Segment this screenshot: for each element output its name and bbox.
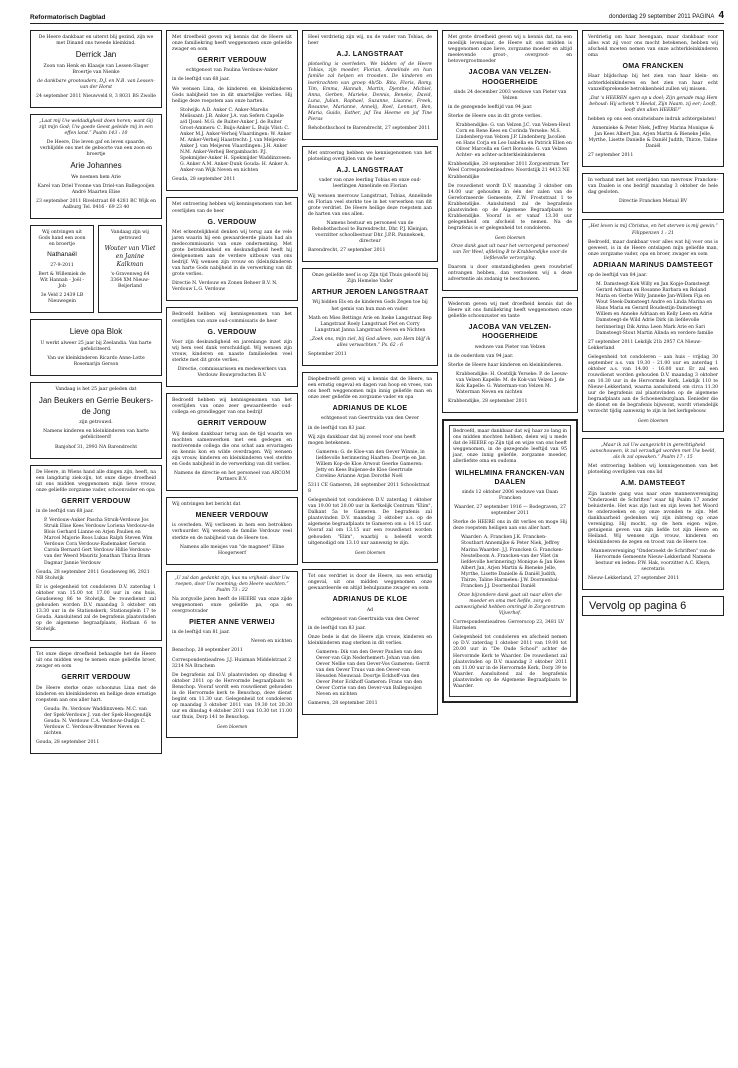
ad-name: A.J. LANGSTRAAT: [336, 167, 404, 175]
ad-family-langstraat: Onze geliefde neef is op Zijn tijd Thuis geloofd bij Zijn Hemelse Vader ARTHUR JEROEN LANGSTRAAT Wij bidden Els en de kinderen Gods Zegen toe bij het gemis van hun man en vader. Math en Mies Bettings Arie en Ineke Langstraat Bep Langstraat Roely Langstraat Piet en Corry Langstraat Janna Langstraat Neven en Nichten „Zoek ons, mijn ziel, bij God alleen, van Hem blijf ik alles verwachten.” Ps. 62 : 6 September 2011: [302, 268, 438, 366]
ad-name: GERRIT VERDOUW: [61, 674, 131, 682]
ad-name: Wouter van Vliet en Janine Kalkman: [104, 245, 156, 269]
ad-school-langstraat: Heel verdrietig zijn wij, nu de vader van Tobias, de heer A.J. LANGSTRAAT plotseling is overleden. We bidden of de Heere Tobias, zijn moeder, Florian, Annelinde en hun familie zal helpen en troosten. De kinderen en leerkrachten van groep 4b/5b. Rita, Floris, Romy, Tim, Emma, Hannah, Martin, Djenthe, Michiel, Anna, Gerben, Marieke, Dennis, Beneke, David, Luna, Julian, Raphael, Suzanne, Lisanne, Freek, Rosanne, Marianne, Annelij, Roel, Lennart, Ben, Maria, Guido, Esther, juf Tea Heeme en juf Tine Pieras Rehobothschool te Barendrecht, 27 september 2011: [302, 30, 438, 140]
ad-obit-verweij: „U zal dan gedankt zijn, kus nu vrijheid: door Uw roepen, door Uw noeming; den Heere wachten.” Psalm 73 : 22 Na zorgvolle jaren heeft de HEERE van onze zijde weggenomen onze geliefde pa, opa en overgrootvader PIETER ANNE VERWEIJ in de leeftijd van 81 jaar. Neven en nichten Benschop, 28 september 2011 Correspondentieadres: J.J. Huisman Middelstraat 2 3214 NA Brachem De begrafenis zal D.V. plaatsvinden op dinsdag 4 oktober 2011 op de Hervormde begraafplaats te Benschop. Vooraf wordt een rouwdienst gehouden in de Hervormde kerk te Benschop, deze dienst begint om 11.30 uur. Gelegenheid tot condoleren op maandag 3 oktober 2011 van 19.30 tot 20.30 uur en dinsdag 4 oktober 2011 van 10.30 tot 11.00 uur thuis, Dorp 141 te Benschop. Geen bloemen: [166, 571, 298, 738]
ad-name: Arie Johannes: [70, 161, 122, 171]
ad-inner-frame: Bedroefd, maar dankbaar dat wij haar zo lang in ons midden mochten hebben, delen wij u mede dat de HEERE op Zijn tijd en wijze van ons heeft weggenomen, in de gezegende leeftijd van 95 jaar, onze innig geliefde, zorgzame moeder, allerliefste oma en oudoma WILHELMINA FRANCKEN-VAN DAALEN sinds 12 oktober 2006 weduwe van Daan Francken Waarder, 27 september 1916 — Bodegraven, 27 september 2011 Sterke de HEERE ons in dit verlies en moge Hij deze roepstem heiligen aan ons aller hart. Waarder: A. Francken J.K. Francken-Stoutbart Annemijke & Peter Niek, Jeffrey Marina Waarder: J.J. Francken G. Francken-Neutelboom A. Francken-van der Vliet (in liefdevolle herinnering) Monique & Jan Kees Albert Jan, Arjen Martin & Bieneke Jelle, Myrthe, Lisette Danielle & Daniël Judith, Thirze, Taline Harmelen: J.W. Doornenbal-Francken J.J. Doornenbal Daniël Onze bijzondere dank gaat uit naar allen die moeder en oma met liefde, zorg en aanwezigheid hebben omringd in Zorgcentrum Vijverhof. Correspondentieadres: Gerverscop 23, 3481 LV Harmelen Gelegenheid tot condoleren en afscheid nemen op D.V. zaterdag 1 oktober 2011 van 19.00 tot 20.00 uur in "De Oude School" achter de Hervormde Kerk te Waarder. De rouwdienst zal plaatsvinden op D.V. maandag 3 oktober 2011 om 11.00 uur in de Hervormde Kerk, Dorp 39 te Waarder. Aansluitend zal de begrafenis plaatsvinden op de Algemene Begraafplaats te Waarder.: [449, 425, 571, 697]
ad-jubilee-beukers: Vandaag is het 25 jaar geleden dat Jan Beukers en Gerrie Beukers-de Jong zijn getrouwd. Namens kinderen en kleinkinderen van harte gefeliciteerd! Banjohof 31, 2993 NA Barendrecht: [30, 382, 162, 458]
ad-vereniging-damsteegt: „Maar ik zal Uw aangezicht in gerechtigheid aanschouwen, ik zal verzadigd worden met Uw beeld, als ik zal opwaken.” Psalm 17 : 15 Met ontroering hebben wij kennisgenomen van het plotseling overlijden van ons lid A.M. DAMSTEEGT Zijn laatste gang was naar onze mannenvereniging "Onderzoekt de Schriften" waar hij Psalm 17 zonder beluisterde. Het was zijn lust en zijn leven het Woord te onderzoeken en op onze avonden te zijn. Met dankbaarheid gedenken wij zijn inbreng op onze vereniging. Hij mocht, op de hem eigen wijze, getuigenis geven van zijn liefde tot zijn Heere en Heiland. Wij wensen zijn vrouw, kinderen en kleinkinderen de zegen en troost van de Heere toe. Mannenvereniging "Onderzoekt de Schriften" van de Hervormde Gemeente Nieuw-Lekkerland Namens bestuur en leden: P.W. Hak, voorzitter A.C. Kleyn, secretaris Nieuw-Lekkerland, 27 september 2011: [582, 438, 724, 590]
ad-obit-verdouw-anker: Met droefheid geven wij kennis dat de Heere uit onze familiekring heeft weggenomen onze geliefde zwager en oom GERRIT VERDOUW echtgenoot van Paulina Verdouw-Anker in de leeftijd van 68 jaar. We wensen Lina, de kinderen en kleinkinderen Gods nabijheid toe in dit smartelijke verlies. Hij heilige deze roepstem aan onze harten. Stolwijk: A.D. Anker C. Anker-Marelis Melissant: J.B. Anker J.A. van Sefern Capelle a/d IJssel: M.G. de Ruiter-Anker J. de Ruiter Groot-Ammers: C. Buijs-Anker L. Buijs Vlist: C. Anker M.J. Anker-Verheij Vlaardingen: W. Anker M. Anker-Verheij Haastrecht: J. van Meijeren-Anker J. van Meijeren Vlaardingen: J.H. Anker N.M. Anker-Verheij Bergambacht: P.J. Spekmijder-Anker H. Spekmijder Waddinxveen: G. Anker A.M. Anker-Dunk Gouda: H. Anker A. Anker-van Wijk Neven en nichten Gouda, 28 september 2011: [166, 30, 298, 191]
masthead: [30, 6, 724, 24]
ad-name: G. VERDOUW: [207, 328, 257, 336]
ad-name: ADRIANUS DE KLOE: [332, 405, 408, 413]
ad-obit-de-kloe-family: Tot ons verdriet is door de Heere, na een ernstig ongeval, uit ons midden weggenomen onze gewaardeerde en altijd behulpzame zwager en oom ADRIANUS DE KLOE Ad echtgenoot van Geertruida van den Oever in de leeftijd van 83 jaar. Onze bede is dat de Heere zijn vrouw, kinderen en kleinkinderen mag sterken in dit verlies. Gameren: Dik van den Oever Paulien van den Oever-van Gijn Nederhemert: Johan van den Oever Nellie van den Oever-Vos Gameren: Gerrit van den Oever Truus van den Oever-van Heusden Nieuwaal: Doortje Eckhoff-van den Oever Peter Eckhoff Gameren: Frans van den Oever Corrie van den Oever-van Ballegooijen Neven en nichten Gameren, 28 september 2011: [302, 569, 438, 715]
ad-row-split: [30, 225, 162, 313]
ad-obit-damsteegt: „Het leven is mij Christus, en het sterven is mij gewin.” Filippenzen 1 : 21 Bedroefd, maar dankbaar voor alles wat hij voor ons is geweest, is in de Heere ontslapen mijn geliefde man, onze zorgzame vader, opa en broer, zwager en oom ADRIAAN MARINUS DAMSTEEGT op de leeftijd van 84 jaar. M. Damsteegt-Kok Willy en Jan Kopje-Damsteegt Gerard Adriaan en Rosanne Barbara en Roland Maria en Gerbe Willy Janneke Jan-Willem Fija en Wout Steek-Damsteegt Andre en Linda Marina en Hans Maria en Gerard Boudestijn-Damsteegt Willem en Anneke Adriaan en Kelly Leen en Adrie Damsteegt-de Wild Adrie Dirk (in liefdevolle herinnering) Dik Arina Leen Mark Arie en Sari Damsteegt-Stout Martin Alinda en verdere familie 27 september 2011 Lekdijk 21b 2957 CA Nieuw-Lekkerland Gelegenheid tot condoleren - aan huis - vrijdag 30 september a.s. van 19.30 - 21.00 uur en zaterdag 1 oktober a.s. van 14.00 - 16.00 uur. Er zal een rouwdienst worden gehouden D.V. maandag 3 oktober om 10.30 uur in de Hervormde Kerk, Lekdijk 110 te Nieuw-Lekkerland, waarna aansluitend om circa 11.30 uur de begrafenis zal plaatsvinden op de algemene begraafplaats aan de Schoenenburglaan. Eenieder die de dienst en de begrafenis bijwoont, wordt vriendelijk verzocht tijdig aanwezig te zijn in het kerkgebouw. Geen bloemen: [582, 219, 724, 431]
ad-name: A.M. DAMSTEEGT: [620, 480, 686, 488]
ad-name: GERRIT VERDOUW: [197, 57, 267, 65]
ad-francken-metaal: In verband met het overlijden van mevrouw Francken-van Daalen is ons bedrijf maandag 3 oktober de hele dag gesloten. Directie Francken Metaal BV: [582, 173, 724, 213]
ad-opa-blok: Lieve opa Blok U werkt alweer 25 jaar bij Zeelandia. Van harte gefeliciteerd. Van uw kleinkinderen Ricardo Anne-Lotte Rosemarijn Gerson: [30, 319, 162, 376]
ad-name: JACOBA VAN VELZEN-HOOGERHEIDE: [468, 69, 552, 86]
column-5: [582, 30, 724, 616]
ad-oma-francken: Verdrietig om haar heengaan, maar dankbaar voor alles wat zij voor ons mocht betekenen, hebben wij afscheid moeten nemen van onze achterkleinkinderen oma OMA FRANCKEN Haar blijdschap bij het zien van haar klein- en achterkleinkinderen en het zien van haar echt vanzelfsprekende betrokkenheid zullen wij missen. „Dat 's HEEREN ogen op u doel; Zijn genade mag Hem behoud: Hij schenk 't Heelal, Zijn Naam, zij eer; Looft, looft den allen HEERE!” hebben op ons een onuitwisbare indruk achtergelaten! Annemieke & Peter Niek, Jeffrey Marina Monique & Jan Kees Albert Jan, Arjen Martin & Bieneke Jelle, Myrthe, Lisette Danielle & Daniël Judith, Thirze, Taline Daniël 27 september 2011: [582, 30, 724, 167]
ad-name: ADRIANUS DE KLOE: [332, 596, 408, 604]
paper-name: Reformatorisch Dagblad: [30, 14, 106, 21]
ad-name: ARTHUR JEROEN LANGSTRAAT: [311, 289, 429, 297]
page-number: 4: [718, 10, 724, 21]
column-3: [302, 30, 438, 721]
ad-birth-nathanael: Wij ontvingen uit Gods hand een zoon en broertje Nathanaël 27-9-2011 Bert & Willemiek de Wit Hannah - Joël - Job 3e Veld 2 2439 LB Nieuwegein: [30, 225, 94, 313]
ad-company-arcom: Bedroefd hebben wij kennisgenomen van het overlijden van onze zeer gewaardeerde oud-collega en grondlegger van ons bedrijf GERRIT VERDOUW Wij denken dankbaar terug aan de tijd waarin we mochten samenwerken met een gedegen en motiverende collega die ons schat aan ervaringen en kennis kon en wilde overdragen. Wij wensen zijn vrouw, kinderen en kleinkinderen veel sterkte en Gods nabijheid in de verwerking van dit verlies. Namens de directie en het personeel van ARCOM Partners B.V.: [166, 393, 298, 491]
masthead-date: donderdag 29 september 2011 PAGINA 4: [608, 10, 724, 21]
ad-birth-derrick: De Heere dankbaar en uiterst blij gezind, zijn we met Dinand ons tweede kleinkind. Derrick Jan Zoon van Henk en Klaasje van Lessen-Slager Broertje van Nienke de dankbare grootouders, D.J. en N.B. van Lessen-van der Horst 24 september 2011 Nieuwveld 8, 3 8031 BS Zwolle: [30, 30, 162, 108]
ad-obit-verdouw-brother: Tot onze diepe droefheid behaagde het de Heere uit ons midden weg te nemen onze geliefde broer, zwager en oom GERRIT VERDOUW De Heere sterke onze schoonzus Lina met de kinderen en kleinkinderen en hellige deze ernstige roepstem aan ons aller hart. Gouda: Ps. Verdouw Waddinxveen: M.C. van der Spek-Verdouw J. van der Spek-Hoogendijk Gouda: N. Verdouw C.A. Verdouw-Oudijn C. Verdouw C. Verdouw-Bremmer Neven en nichten Gouda, 28 september 2011: [30, 647, 162, 754]
ad-name: Jan Beukers en Gerrie Beukers-de Jong: [38, 396, 154, 416]
ad-name: Nathanaël: [47, 251, 77, 259]
column-2: [166, 30, 298, 744]
ad-obit-verdouw-family: De Heere, in Wiens hand alle dingen zijn, heeft, na een langdurig ziek-zijn, tot onze diepe droefheid uit ons midden weggenomen mijn lieve vrouw, onze geliefde zorgzame vader, schoonvader en opa GERRIT VERDOUW in de leeftijd van 68 jaar. P. Verdouw-Anker Pascha Struik-Verdouw Jos Struik Elise Kees Verdouw Loriena Verdouw-de Blois Gerhard Lianne en Arjen Paulien en Marcel Majorie Roos Lukas Ralph Steven Wim Verdouw Cora Verdouw-Rademaker Gerwin Carola Bernard Gert Verdouw Hillie Verdouw-van der Weerd Mauritz Jonathan Thirza Bram Dagmar Jannie Verdouw Gouda, 28 september 2011 Goudseweg 86, 2921 NB Stolwijk Er is gelegenheid tot condoleren D.V. zaterdag 1 oktober van 15.00 tot 17.00 uur in ons huis, Goudseweg 86 te Stolwijk. De rouwdienst zal gehouden worden D.V. maandag 3 oktober om 13.30 uur in de Stationskerk, Stationsplein 17 te Gouda. Aansluitend zal de begrafenis plaatsvinden op de algemene begraafplaats, Hoflaan 6 te Stolwijk.: [30, 465, 162, 642]
ad-name: OMA FRANCKEN: [622, 63, 684, 71]
ad-name: WILHELMINA FRANCKEN-VAN DAALEN: [455, 469, 565, 486]
ad-company-bouwproducten: Bedroefd hebben wij kennisgenomen van het overlijden van onze oud-commissaris de heer G. VERDOUW Voor zijn deskundigheid en jarenlange inzet zijn wij hem veel dank verschuldigd. Wij wensen zijn vrouw, kinderen en naaste familieleden veel sterkte met dit grote verlies. Directie, commissarissen en medewerkers van Verdouw Bouwproducten B.V.: [166, 307, 298, 387]
ad-name: G. VERDOUW: [207, 218, 257, 226]
ad-obit-de-kloe: Diepbedroefd geven wij u kennis dat de Heere, na een ernstig ongeval en dagen van hoop en vrees, van ons heeft weggenomen mijn innig geliefde man en onze zeer geliefde en zorgzame vader en opa ADRIANUS DE KLOE echtgenoot van Geertruida van den Oever in de leeftijd van 83 jaar. Wij zijn dankbaar dat hij zoveel voor ons heeft mogen betekenen. Gameren: G. de Kloe-van den Oever Winnie, in liefdevolle herinnering Haaften: Doortje en Jan Willem Kop-de Kloe Arwout Geerke Gameren: Jetty en Kees Buijense-de Kloe Geertrude Coreline Arianne Arjan Dorothé Noël 5311 CE Gameren, 28 september 2011 Schoolstraat 8 Gelegenheid tot condoleren D.V. zaterdag 1 oktober van 19.00 tot 20.00 uur in Kerkelijk Centrum "Elim", Dalkant 5a te Gameren. De begrafenis zal plaatsvinden D.V. maandag 3 oktober a.s. op de algemene begraafplaats te Gameren om ± 14.15 uur. Vooraf zal om 13.15 uur een rouwdienst worden gehouden "Elim", waarbij u beleefd wordt uitgenodigd om 13.10 uur aanwezig te zijn. Geen bloemen: [302, 372, 438, 563]
ad-name: JACOBA VAN VELZEN-HOOGERHEIDE: [468, 324, 552, 341]
ad-magneet: Wij ontvingen het bericht dat MENEER VERDOUW is overleden. Wij verliezen in hem een betrokken verhuurder. Wij wensen de familie Verdouw veel sterkte en de nabijheid van de Heere toe. Namens alle meisjes van "de magneet" Eline Hoogerwerf: [166, 497, 298, 565]
ad-name: A.J. LANGSTRAAT: [336, 51, 404, 59]
ad-school-board-langstraat: Met ontroering hebben we kennisgenomen van het plotseling overlijden van de heer A.J. LANGSTRAAT vader van onze leerling Tobias en onze oud-leerlingen Annelinde en Florian Wij wensen mevrouw Langstraat, Tobias, Annelinde en Florian veel sterkte toe in het verwerken van dit grote verdriet. De Heere heilige deze roepstem aan de harten van ons allen. Namens bestuur en personeel van de Rehobothschool te Barendrecht, Dhr. P.J. Kleinjan, voorzitter schoolbestuur Dhr. J.P.R. Pannekoek, directeur Barendrecht, 27 september 2011: [302, 146, 438, 262]
ad-birth-arie: „Laat mij Uw weldadigheid doen horen; want Gij zijt mijn God; Uw goede Geest geleide mij in een effen land.” Psalm 143 : 10 De Heere, Die leven gaf en leven spaarde, verblijdde ons met de geboorte van een zoon en broertje Arie Johannes We noemen hem Arie Karel van Driel Yvonne van Driel-van Ballegooijen André Maarten Elise 23 september 2011 Rivelstraat 60 4281 BC Wijk en Aalburg Tel. 0416 - 69 23 40: [30, 114, 162, 219]
ad-wedding: Vandaag zijn wij getrouwd Wouter van Vliet en Janine Kalkman 's-Gravenweg 64 3364 XM Nieuw-Beijerland: [98, 225, 162, 313]
ad-obit-van-velzen: Met grote droefheid geven wij u kennis dat, na een moeilijk levensjaar, de Heere uit ons midden is weggenomen onze lieve, zorgzame moeder en altijd meelevende groot-, overgroot- en betovergrootmoeder JACOBA VAN VELZEN-HOOGERHEIDE sinds 24 december 2003 weduwe van Pieter van Velzen in de gezegende leeftijd van 94 jaar. Sterke de Heere ons in dit grote verlies. Krabbendijke: G. van Velzen J.C. van Velzen-Heut Corn en Rene Kees en Corinda Yerseke: M.S. Lindenberg-van Velzen J.P. Lindenberg Jacolien en Hans Corja en Leo Isabella en Patrick Ellen en Oliver Marcella en Gert Borssele: G. van Velzen Achter- en achter-achterkleinkinderen Krabbendijke, 28 september 2011 Zorgcentrum Ter Weel Correspondentieadres: Noordstijk 21 4413 NE Krabbendijke De rouwdienst wordt D.V. maandag 3 oktober om 14.00 uur gehouden in één der zalen van de Gereformeerde Gemeente, Z.W. Froststraat 1 te Krabbendijke. Aansluitend zal de begrafenis plaatsvinden op de Algemene Begraafplaats te Krabbendijke. Vooraf is er vanaf 13.30 uur gelegenheid om afscheid te nemen. Na de begrafenis is er gelegenheid tot condoleren. Geen bloemen Onze dank gaat uit naar het verzorgend personeel van Ter Weel, afdeling B te Krabbendijke voor de liefdevolle verzorging. Daarom u door omstandigheden geen rouwbrief ontvangen hebben, dan verzoeken wij u deze advertentie als zodanig te beschouwen.: [442, 30, 578, 291]
column-1: [30, 30, 162, 760]
ad-name: GERRIT VERDOUW: [61, 497, 131, 505]
ad-name: PIETER ANNE VERWEIJ: [189, 619, 275, 627]
ad-obit-francken: [442, 419, 578, 703]
ad-name: Derrick Jan: [75, 50, 117, 60]
ad-name: GERRIT VERDOUW: [197, 420, 267, 428]
ad-obit-van-velzen-family: Wederom geven wij met droefheid kennis dat de Heere uit ons familiekring heeft weggenomen onze geliefde schoonzuster en tante JACOBA VAN VELZEN-HOOGERHEIDE weduwe van Pieter van Velzen in de ouderdom van 94 jaar. Sterke de Heere haar kinderen en kleinkinderen. Krabbendijke: H. Oostdijk Yerseke: P. de Leeuw-van Velzen Kapelle: M. de Kok-van Velzen J. de Kok Kapelle: G. Waterman-van Velzen M. Waterman Neven en nichten Krabbendijke, 28 september 2011: [442, 297, 578, 413]
ad-name: ADRIAAN MARINUS DAMSTEEGT: [592, 261, 714, 269]
ad-name: Lieve opa Blok: [69, 327, 123, 337]
continued-on-page-link[interactable]: Vervolg op pagina 6: [582, 596, 724, 616]
ad-company-verdouw: Met ontroering hebben wij kennisgenomen van het overlijden van de heer G. VERDOUW Met erkentelijkheid denken wij terug aan de vele jaren waarin hij een gewaardeerde plaats had als medecommissaris van onze onderneming. Met grote betrokkenheid en deskundigheid heeft hij deelgenomen aan de verdere uitbouw van ons bedrijf. Wij wensen zijn vrouw en (klein)kinderen van harte Gods nabijheid in de verwerking van dit grote verlies. Directie N. Verdouw en Zonen Beheer B.V. N. Verdouw L.G. Verdouw: [166, 197, 298, 301]
ad-name: MENEER VERDOUW: [195, 512, 269, 520]
column-4: [442, 30, 578, 709]
